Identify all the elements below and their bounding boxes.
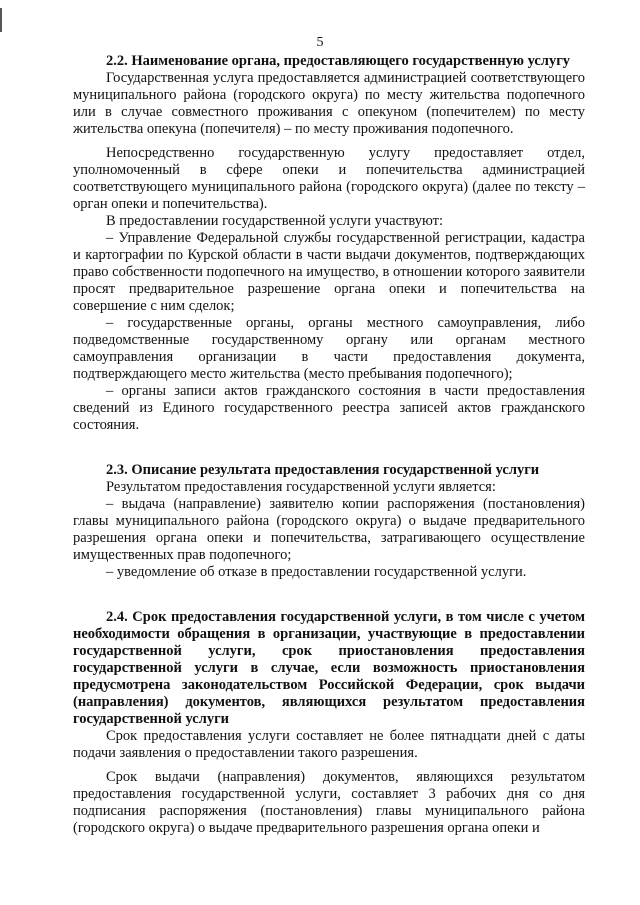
section-heading-2-2: 2.2. Наименование органа, предоставляющего государственную услугу [106,53,571,69]
document-body [73,53,585,837]
section-heading-2-3: 2.3. Описание результата предоставления государственной услуги [106,462,540,478]
paragraph: Государственная услуга предоставляется администрацией соответствующего муниципального района (городского округа) по месту жительства подопечного или в случае совместного проживания с опекуном (попечителем) по месту жительства опекуна (попечителя) – по месту проживания подопечного. [73,70,585,137]
list-item: – выдача (направление) заявителю копии распоряжения (постановления) главы муниципального района (городского округа) о выдаче предварительного разрешения органа опеки и попечительства, затрагивающего осуществление имущественных прав подопечного; [73,496,585,563]
list-item: – государственные органы, органы местного самоуправления, либо подведомственные государственному органу или органам местного самоуправления организации в части предоставления документа, подтверждающего место жительства (место пребывания подопечного); [73,315,585,382]
paragraph: Срок выдачи (направления) документов, являющихся результатом предоставления государственной услуги, составляет 3 рабочих дня со дня подписания распоряжения (постановления) главы муниципального района (городского округа) о выдаче предварительного разрешения органа опеки и [73,769,585,836]
list-item: – Управление Федеральной службы государственной регистрации, кадастра и картографии по Курской области в части выдачи документов, подтверждающих право собственности подопечного на имущество, в отношении которого заявители просят предварительное разрешение органа опеки и попечительства на совершение с ним сделок; [73,230,585,314]
section-heading-2-4: 2.4. Срок предоставления государственной услуги, в том числе с учетом необходимости обращения в организации, участвующие в предоставлении государственной услуги, срок приостановления предоставления государственной услуги в случае, если возможность приостановления предусмотрена законодательством Российской Федерации, срок выдачи (направления) документов, являющихся результатом предоставления государственной услуги [73,609,585,727]
paragraph: Результатом предоставления государственной услуги является: [106,479,496,495]
page-number: 5 [316,35,324,50]
paragraph: В предоставлении государственной услуги участвуют: [106,213,443,229]
list-item: – органы записи актов гражданского состояния в части предоставления сведений из Единого государственного реестра записей актов гражданского состояния. [73,383,585,433]
list-item: – уведомление об отказе в предоставлении государственной услуги. [106,564,527,580]
scan-margin-mark [0,8,2,32]
paragraph: Срок предоставления услуги составляет не более пятнадцати дней с даты подачи заявления о предоставлении такого разрешения. [73,728,585,761]
paragraph: Непосредственно государственную услугу предоставляет отдел, уполномоченный в сфере опеки и попечительства администрацией соответствующего муниципального района (городского округа) (далее по тексту – орган опеки и попечительства). [73,145,585,212]
